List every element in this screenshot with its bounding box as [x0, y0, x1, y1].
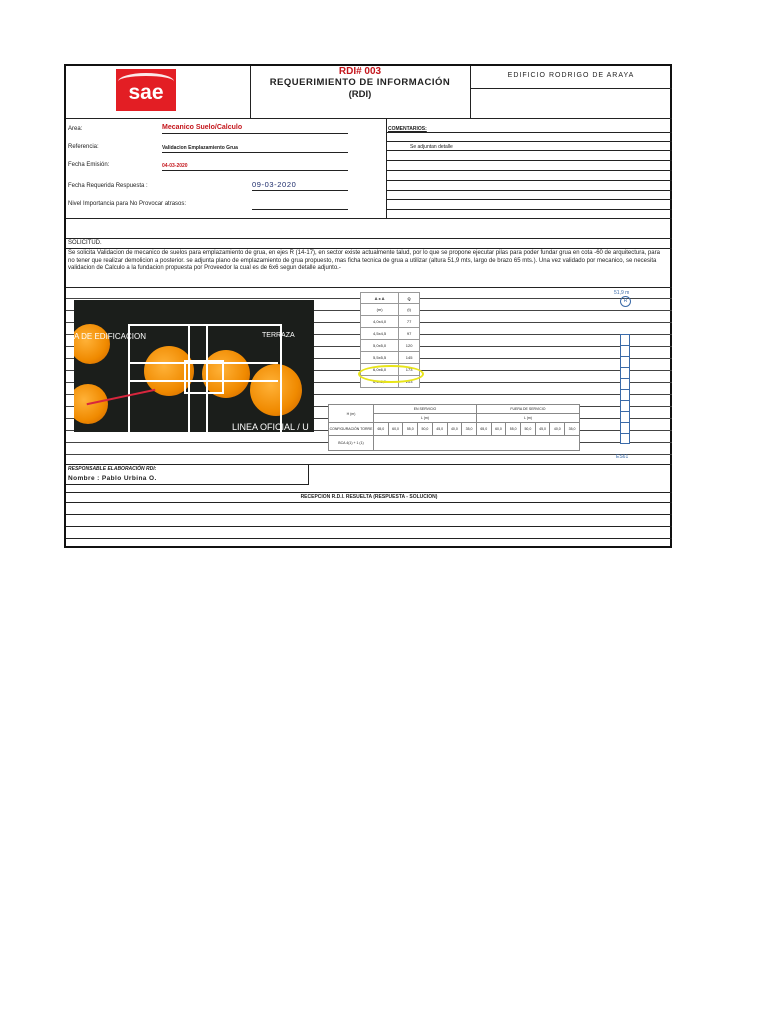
config-label: CONFIGURACIÓN TORRE: [329, 423, 374, 436]
load-table: [328, 404, 580, 451]
cell: 77: [399, 316, 420, 328]
cell: 45,0: [535, 423, 550, 436]
cell: 145: [399, 352, 420, 364]
underline: [162, 133, 348, 134]
comment-line: [386, 141, 672, 142]
cell: 35,0: [565, 423, 580, 436]
base-label-text: BCA: [338, 441, 346, 445]
divider: [66, 238, 672, 239]
divider: [66, 118, 672, 119]
comment-line: [386, 199, 672, 200]
divider: [386, 132, 672, 133]
comment-line: [386, 209, 672, 210]
l-label: L (m): [476, 414, 579, 423]
base-label: [329, 436, 374, 451]
response-line: [66, 514, 672, 515]
tower-marker: R: [620, 296, 631, 307]
response-line: [66, 538, 672, 539]
cell: 40,0: [447, 423, 462, 436]
underline: [252, 209, 348, 210]
divider: [470, 88, 672, 89]
cell: 203: [399, 376, 420, 388]
tower-mast: [620, 334, 630, 444]
pile-marker: [74, 324, 110, 364]
cell: 97: [399, 328, 420, 340]
cell: 173: [399, 364, 420, 376]
fecha-emision-label: Fecha Emisión:: [68, 162, 110, 168]
solicitud-label: SOLICITUD.: [68, 240, 102, 246]
label-edificacion: A DE EDIFICACION: [74, 332, 147, 341]
rdi-number: RDI# 003: [338, 66, 382, 77]
cell: 5,0x5,0: [361, 340, 399, 352]
logo-text: sae: [128, 81, 164, 104]
underline: [162, 170, 348, 171]
underline: [252, 190, 348, 191]
area-label: Area:: [68, 126, 83, 132]
divider: [66, 287, 672, 288]
label-terraza: TERRAZA: [262, 332, 295, 339]
comment-line-1: Se adjuntan detalle: [410, 144, 453, 150]
cell: 65,0: [374, 423, 389, 436]
cell: 55,0: [403, 423, 418, 436]
divider: [66, 484, 308, 485]
referencia-label: Referencia:: [68, 144, 99, 150]
tower-height-label: 51,9 m: [614, 290, 630, 296]
cell: 6,5x6,5: [361, 376, 399, 388]
cell: 35,0: [462, 423, 477, 436]
project-name: EDIFICIO RODRIGO DE ARAYA: [507, 72, 635, 79]
cell: 120: [399, 340, 420, 352]
comment-line: [386, 190, 672, 191]
label-linea-oficial: LINEA OFICIAL / U: [232, 422, 309, 432]
recepcion-label: RECEPCION R.D.I. RESUELTA (RESPUESTA - SOLUCION): [300, 494, 438, 500]
cell: 45,0: [432, 423, 447, 436]
col-header: A x A: [361, 293, 399, 304]
cell: (m): [361, 304, 399, 316]
solicitud-text: Se solicita Validacion de mecanico de suelos para emplazamiento de grua, en ejes R (14-17), en sector existe actualmente talud, por lo que se propone ejecutar pilas para poder fundar grua en cota -60 de arquitectura, para no tener que realizar demolicion a posterior. se adjunta plano de emplazamiento de grua propuesto, mas ficha tecnica de grua a utilizar (altura 51,9 mts, largo de brazo 65 mts.). Una vez validado por mecanico, se necesita validacion de Calculo a la fundacion propuesta por Proveedor la cual es de 6x6 segun detalle adjunto.-: [68, 250, 660, 271]
cell: (t): [399, 304, 420, 316]
cell: 4,5x4,5: [361, 328, 399, 340]
page-subtitle: (RDI): [348, 89, 372, 100]
load-values-row: [374, 436, 580, 451]
cell: 50,0: [521, 423, 536, 436]
referencia-value: Validacion Emplazamiento Grua: [162, 145, 238, 151]
divider: [66, 248, 672, 249]
cell: 6,0x6,0: [361, 364, 399, 376]
highlight-ellipse: [358, 365, 424, 383]
h-label: H (m): [329, 405, 374, 423]
cell: 50,0: [418, 423, 433, 436]
base-sub-text: 4(1) + 1 (1): [346, 441, 364, 445]
en-servicio-header: EN SERVICIO: [374, 405, 477, 414]
cell: 4,0x4,0: [361, 316, 399, 328]
divider: [66, 502, 672, 503]
cell: 5,5x5,5: [361, 352, 399, 364]
page-title: REQUERIMIENTO DE INFORMACIÓN: [269, 77, 451, 88]
fecha-requerida-label: Fecha Requerida Respuesta :: [68, 183, 148, 189]
cell: 55,0: [506, 423, 521, 436]
responsable-nombre: Nombre : Pablo Urbina O.: [68, 475, 157, 482]
area-value: Mecanico Suelo/Calculo: [162, 124, 243, 131]
response-line: [66, 526, 672, 527]
cell: 40,0: [550, 423, 565, 436]
crane-base: [184, 360, 224, 394]
divider: [66, 492, 672, 493]
comment-line: [386, 160, 672, 161]
cell: 65,0: [476, 423, 491, 436]
comment-line: [386, 150, 672, 151]
site-plan-image: [74, 300, 314, 432]
fecha-emision-value: 04-03-2020: [162, 163, 188, 169]
divider: [66, 218, 672, 219]
comment-line: [386, 170, 672, 171]
comments-label: COMENTARIOS:: [388, 126, 427, 132]
rdi-sheet: [64, 64, 672, 548]
sae-logo: [116, 69, 176, 111]
responsable-label: RESPONSABLE ELABORACIÓN RDI:: [68, 466, 157, 472]
divider: [386, 118, 387, 218]
col-header: Q: [399, 293, 420, 304]
tower-base-label: ES61: [616, 454, 629, 460]
underline: [162, 152, 348, 153]
cell: 60,0: [491, 423, 506, 436]
ruled-line: [66, 454, 672, 455]
comment-line: [386, 180, 672, 181]
fuera-servicio-header: FUERA DE SERVICIO: [476, 405, 579, 414]
fecha-requerida-value: 09-03-2020: [252, 180, 297, 189]
cell: 60,0: [388, 423, 403, 436]
l-label: L (m): [374, 414, 477, 423]
nivel-label: Nivel Importancia para No Provocar atrasos:: [68, 201, 187, 207]
